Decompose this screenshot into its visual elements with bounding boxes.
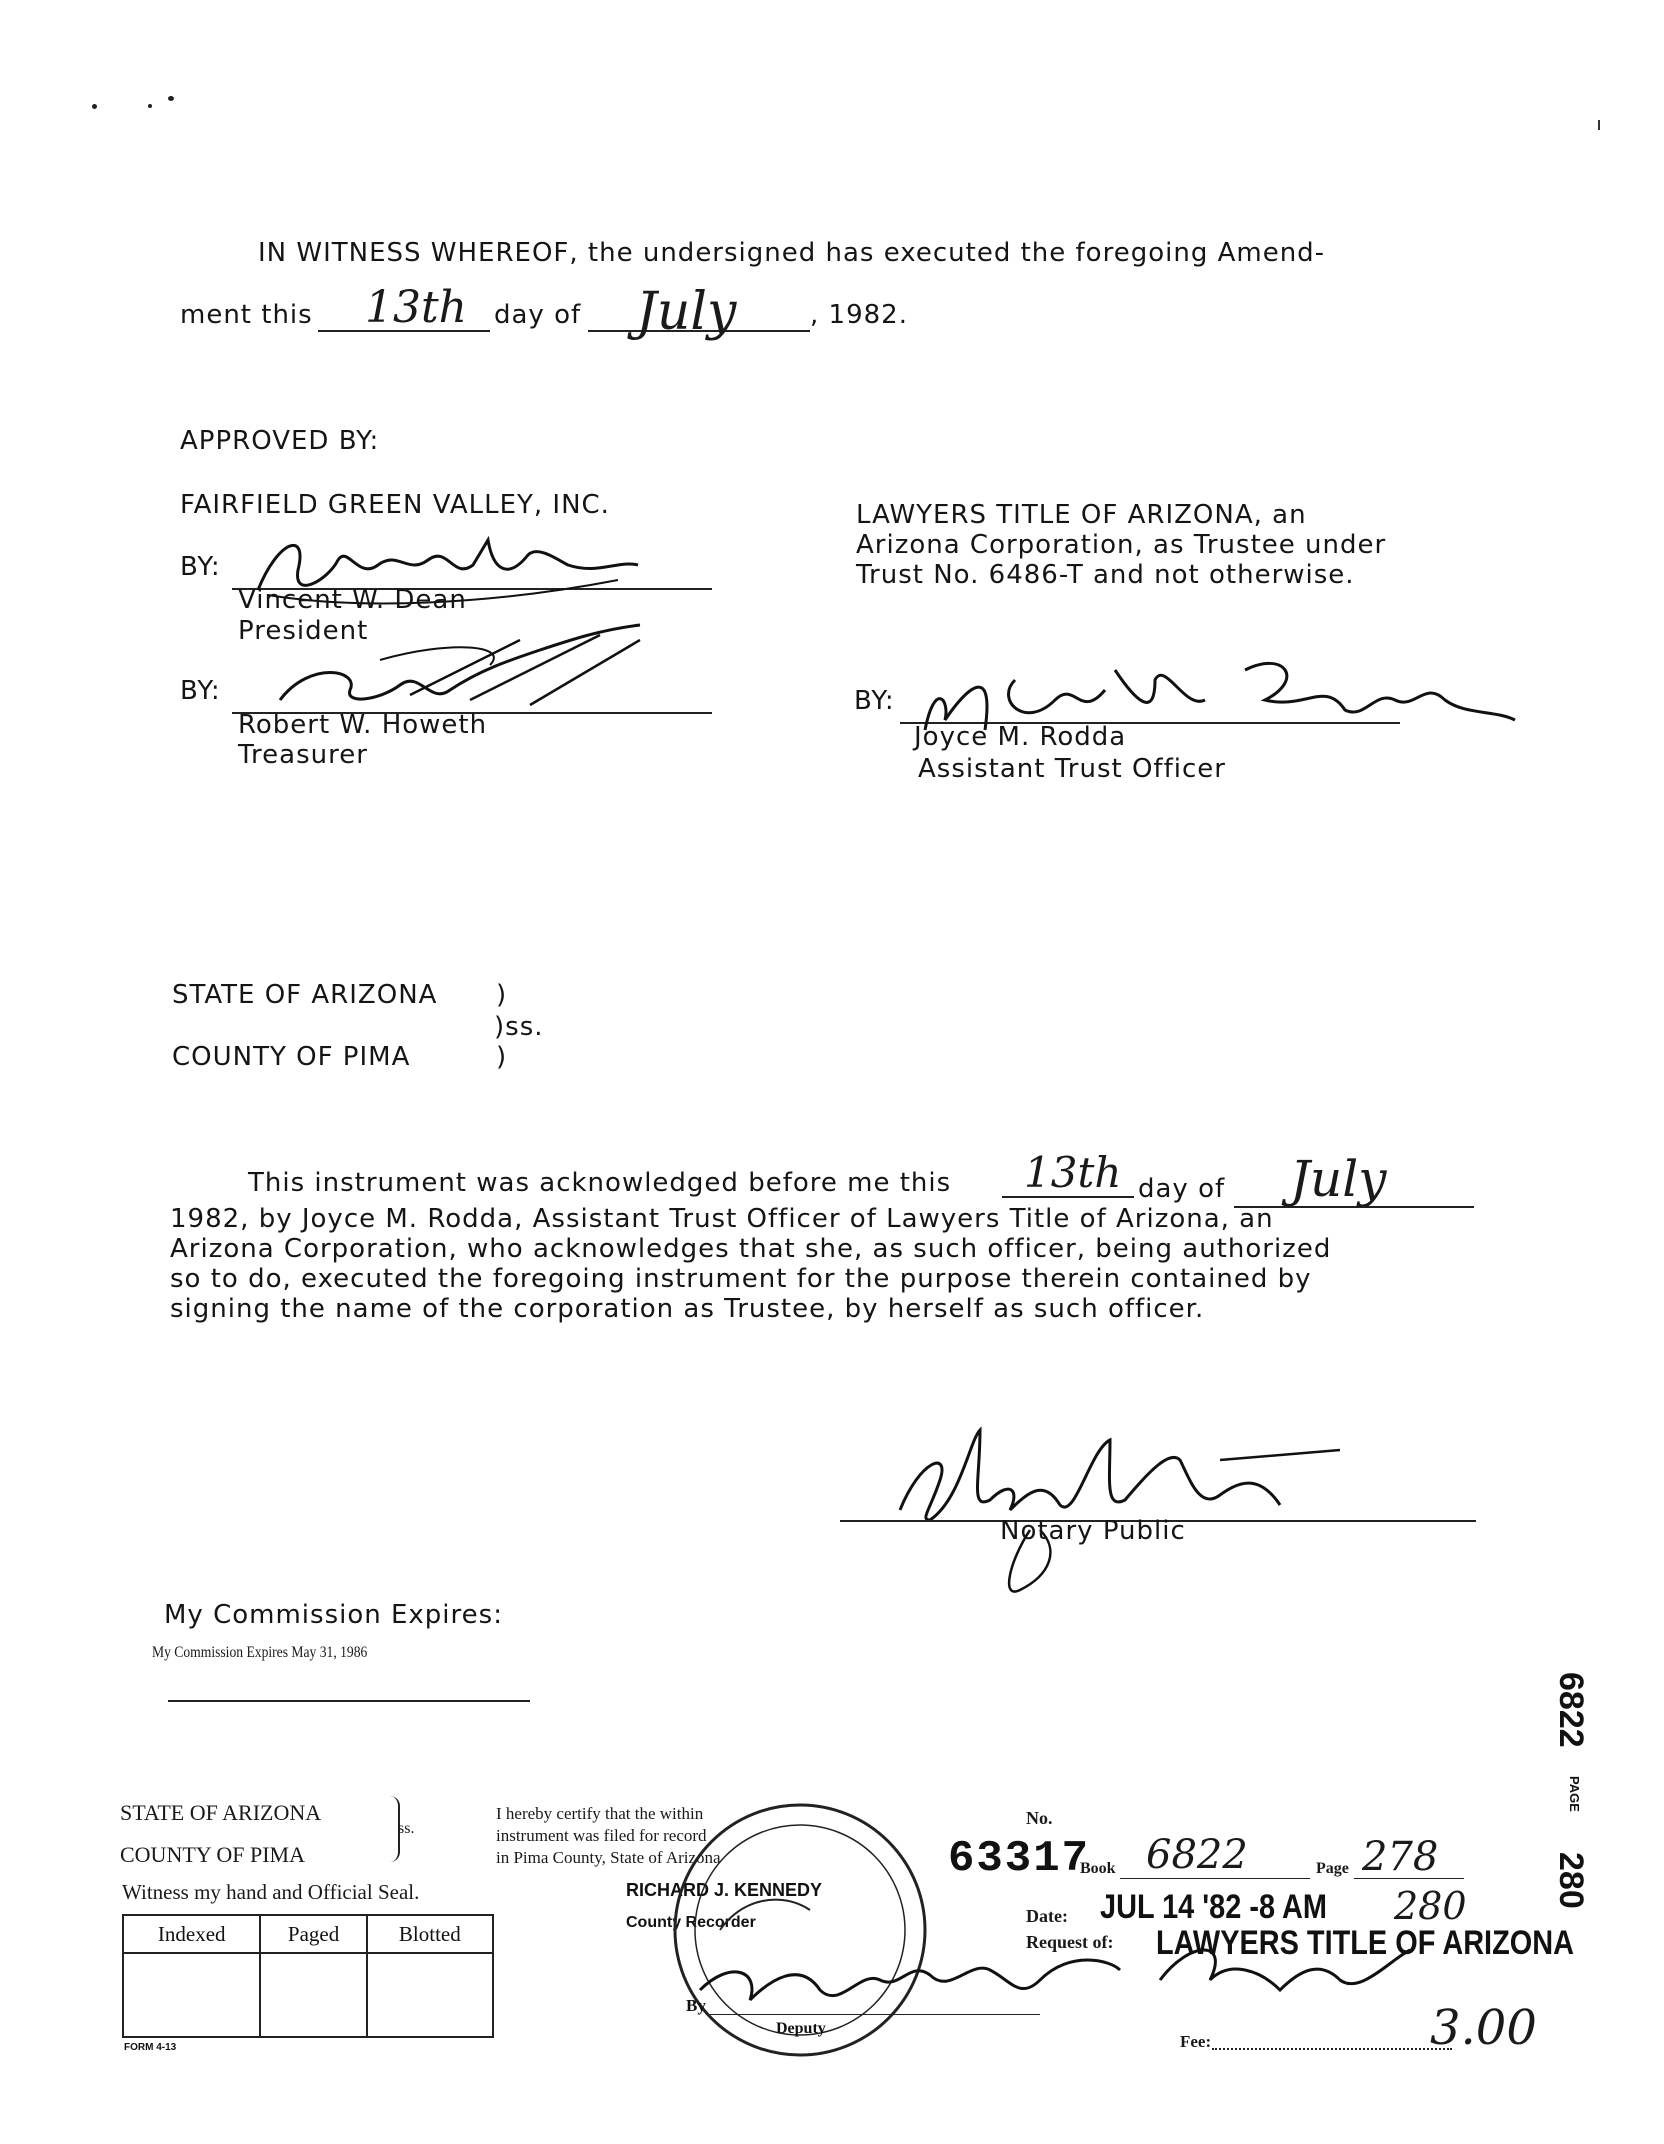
book-label: Book [1080, 1860, 1116, 1877]
recording-number: 63317 [948, 1834, 1091, 1884]
commission-stamp: My Commission Expires May 31, 1986 [152, 1644, 368, 1661]
recorder-title: County Recorder [626, 1914, 756, 1931]
request-of: LAWYERS TITLE OF ARIZONA [1156, 1924, 1574, 1962]
recorder-by-label: By [686, 1996, 706, 2015]
date-label: Date: [1026, 1906, 1068, 1926]
signer1-title: President [238, 616, 369, 646]
witness-line-1: IN WITNESS WHEREOF, the undersigned has executed the foregoing Amend- [258, 238, 1326, 268]
venue-paren-1: ) [496, 980, 508, 1010]
ack-line-3: Arizona Corporation, who acknowledges that she, as such officer, being authorized [170, 1234, 1332, 1264]
commission-label: My Commission Expires: [164, 1600, 503, 1630]
venue-ss: )ss. [494, 1012, 544, 1042]
ack-line-2: 1982, by Joyce M. Rodda, Assistant Trust Officer of Lawyers Title of Arizona, an [170, 1204, 1274, 1234]
recorder-deputy-label: Deputy [776, 2020, 826, 2037]
fee-label: Fee: [1180, 2032, 1212, 2051]
witness-day-handwritten: 13th [365, 282, 468, 333]
scan-edge-mark [1598, 120, 1600, 130]
request-label: Request of: [1026, 1932, 1114, 1952]
signature-robert-howeth [270, 620, 650, 724]
witness-month-handwritten: July [636, 282, 737, 342]
scan-speck [92, 104, 97, 109]
index-cell [367, 1953, 493, 2037]
ack-month-handwritten: July [1290, 1150, 1387, 1208]
fee-handwritten: 3.00 [1430, 2000, 1537, 2056]
recorder-name: RICHARD J. KENNEDY [626, 1880, 823, 1900]
ack-day-handwritten: 13th [1024, 1148, 1122, 1197]
date-stamp: JUL 14 '82 -8 AM [1100, 1888, 1327, 1926]
signer1-name: Vincent W. Dean [238, 585, 467, 615]
recorder-ss: ss. [398, 1820, 415, 1837]
venue-paren-2: ) [496, 1042, 508, 1072]
recording-no-label: No. [1026, 1808, 1053, 1828]
signature-notary [860, 1420, 1380, 1604]
recorder-county: COUNTY OF PIMA [120, 1842, 305, 1867]
margin-book-number: 6822 [1552, 1672, 1590, 1748]
book-number: 6822 [1146, 1832, 1248, 1878]
venue-county: COUNTY OF PIMA [172, 1042, 411, 1072]
signer2-name: Robert W. Howeth [238, 710, 488, 740]
approved-heading: APPROVED BY: [180, 426, 380, 456]
fee-line [1212, 2048, 1452, 2050]
certify-line-1: I hereby certify that the within [496, 1804, 704, 1823]
form-number: FORM 4-13 [124, 2042, 177, 2053]
trustee-signer-title: Assistant Trust Officer [918, 754, 1226, 784]
margin-page-label: PAGE [1567, 1776, 1582, 1812]
scan-speck [168, 96, 174, 101]
witness-year: , 1982. [810, 300, 908, 330]
commission-line [168, 1700, 530, 1702]
page-label: Page [1316, 1860, 1349, 1877]
witness-day-label: day of [494, 300, 582, 330]
approved-company: FAIRFIELD GREEN VALLEY, INC. [180, 490, 610, 520]
index-header-blotted: Blotted [367, 1915, 493, 1953]
index-cell [123, 1953, 260, 2037]
ack-line-4: so to do, executed the foregoing instrument for the purpose therein contained by [170, 1264, 1312, 1294]
trustee-line-1: LAWYERS TITLE OF ARIZONA, an [856, 500, 1307, 530]
trustee-line-3: Trust No. 6486-T and not otherwise. [856, 560, 1355, 590]
page-number: 278 [1362, 1834, 1439, 1880]
book-page-margin-stamp [1536, 1672, 1616, 1932]
index-cell [260, 1953, 366, 2037]
by-label-1: BY: [180, 552, 221, 582]
recorder-state: STATE OF ARIZONA [120, 1800, 322, 1825]
notary-label: Notary Public [1000, 1516, 1186, 1546]
ack-day-label: day of [1138, 1174, 1226, 1204]
recorder-witness-line: Witness my hand and Official Seal. [122, 1880, 420, 1904]
by-label-2: BY: [180, 676, 221, 706]
trustee-line-2: Arizona Corporation, as Trustee under [856, 530, 1387, 560]
witness-line-2-prefix: ment this [180, 300, 313, 330]
ack-line-5: signing the name of the corporation as Trustee, by herself as such officer. [170, 1294, 1205, 1324]
index-header-indexed: Indexed [123, 1915, 260, 1953]
certify-line-3: in Pima County, State of Arizona [496, 1848, 721, 1867]
signer2-title: Treasurer [238, 740, 368, 770]
ack-line-1-prefix: This instrument was acknowledged before me this [248, 1168, 952, 1198]
index-header-paged: Paged [260, 1915, 366, 1953]
trustee-by-label: BY: [854, 686, 895, 716]
scan-speck [148, 104, 152, 108]
certify-line-2: instrument was filed for record [496, 1826, 707, 1845]
book-line [1120, 1878, 1310, 1879]
venue-state: STATE OF ARIZONA [172, 980, 438, 1010]
margin-page-number: 280 [1552, 1852, 1590, 1909]
index-table [122, 1914, 494, 2038]
trustee-signer-name: Joyce M. Rodda [914, 722, 1127, 752]
date-page-handwritten: 280 [1394, 1884, 1467, 1928]
